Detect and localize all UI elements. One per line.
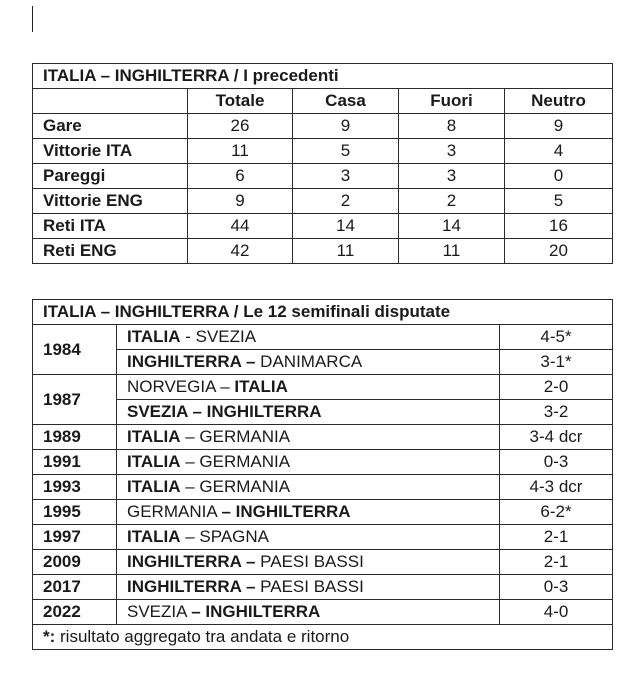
header-empty-cell — [33, 89, 188, 114]
value-cell: 8 — [399, 114, 505, 139]
semifinale-row — [33, 350, 613, 375]
semifinale-row — [33, 450, 613, 475]
precedenti-row — [33, 114, 613, 139]
value-cell: 5 — [293, 139, 399, 164]
team-bold-text: ITALIA — [127, 427, 181, 446]
team-text: - SVEZIA — [180, 327, 257, 346]
value-cell: 44 — [188, 214, 293, 239]
precedenti-title: ITALIA – INGHILTERRA / I precedenti — [33, 64, 613, 89]
year-cell: 1991 — [33, 450, 117, 475]
precedenti-row — [33, 139, 613, 164]
match-cell — [117, 325, 500, 350]
footnote — [33, 625, 613, 650]
match-cell — [117, 425, 500, 450]
value-cell: 0 — [505, 164, 613, 189]
footnote-text: risultato aggregato tra andata e ritorno — [55, 627, 350, 646]
value-cell: 3 — [399, 139, 505, 164]
row-label: Reti ITA — [33, 214, 188, 239]
team-text: GERMANIA — [127, 502, 222, 521]
year-cell: 1993 — [33, 475, 117, 500]
match-cell — [117, 475, 500, 500]
match-cell — [117, 350, 500, 375]
semifinale-row — [33, 575, 613, 600]
year-cell: 1984 — [33, 325, 117, 375]
semifinale-row — [33, 475, 613, 500]
result-cell: 6-2* — [500, 500, 613, 525]
match-cell — [117, 600, 500, 625]
value-cell: 9 — [505, 114, 613, 139]
column-header: Casa — [293, 89, 399, 114]
team-bold-text: – INGHILTERRA — [221, 502, 351, 521]
precedenti-row — [33, 239, 613, 264]
value-cell: 11 — [293, 239, 399, 264]
team-text: – GERMANIA — [180, 477, 291, 496]
value-cell: 6 — [188, 164, 293, 189]
team-text: – SPAGNA — [180, 527, 270, 546]
value-cell: 11 — [399, 239, 505, 264]
semifinale-row — [33, 325, 613, 350]
semifinale-row — [33, 425, 613, 450]
match-cell — [117, 575, 500, 600]
value-cell: 14 — [293, 214, 399, 239]
match-cell — [117, 450, 500, 475]
team-bold-text: ITALIA — [127, 527, 181, 546]
row-label: Gare — [33, 114, 188, 139]
match-cell — [117, 500, 500, 525]
result-cell: 2-1 — [500, 525, 613, 550]
team-text: DANIMARCA — [255, 352, 363, 371]
value-cell: 20 — [505, 239, 613, 264]
result-cell: 3-2 — [500, 400, 613, 425]
column-header: Totale — [188, 89, 293, 114]
match-cell — [117, 525, 500, 550]
column-header: Fuori — [399, 89, 505, 114]
value-cell: 3 — [399, 164, 505, 189]
year-cell: 1987 — [33, 375, 117, 425]
team-text: PAESI BASSI — [255, 577, 364, 596]
year-cell: 1997 — [33, 525, 117, 550]
team-text: PAESI BASSI — [255, 552, 364, 571]
result-cell: 0-3 — [500, 575, 613, 600]
result-cell: 4-3 dcr — [500, 475, 613, 500]
team-bold-text: ITALIA — [127, 477, 181, 496]
year-cell: 2009 — [33, 550, 117, 575]
team-bold-text: ITALIA — [127, 452, 181, 471]
value-cell: 11 — [188, 139, 293, 164]
result-cell: 4-0 — [500, 600, 613, 625]
footnote-row — [33, 625, 613, 650]
team-bold-text: INGHILTERRA – — [127, 552, 256, 571]
team-bold-text: – INGHILTERRA — [191, 602, 321, 621]
value-cell: 4 — [505, 139, 613, 164]
precedenti-row — [33, 214, 613, 239]
result-cell: 3-1* — [500, 350, 613, 375]
team-bold-text: SVEZIA – INGHILTERRA — [127, 402, 322, 421]
match-cell — [117, 400, 500, 425]
precedenti-table — [32, 63, 613, 264]
year-cell: 1989 — [33, 425, 117, 450]
value-cell: 5 — [505, 189, 613, 214]
precedenti-row — [33, 189, 613, 214]
result-cell: 2-1 — [500, 550, 613, 575]
result-cell: 3-4 dcr — [500, 425, 613, 450]
value-cell: 42 — [188, 239, 293, 264]
value-cell: 16 — [505, 214, 613, 239]
row-label: Vittorie ENG — [33, 189, 188, 214]
semifinale-row — [33, 375, 613, 400]
row-label: Reti ENG — [33, 239, 188, 264]
column-header: Neutro — [505, 89, 613, 114]
row-label: Pareggi — [33, 164, 188, 189]
value-cell: 2 — [399, 189, 505, 214]
match-cell — [117, 375, 500, 400]
row-label: Vittorie ITA — [33, 139, 188, 164]
team-bold-text: INGHILTERRA – — [127, 577, 256, 596]
year-cell: 2022 — [33, 600, 117, 625]
result-cell: 2-0 — [500, 375, 613, 400]
team-bold-text: ITALIA — [234, 377, 288, 396]
team-text: – GERMANIA — [180, 427, 291, 446]
value-cell: 9 — [188, 189, 293, 214]
semifinale-row — [33, 525, 613, 550]
value-cell: 2 — [293, 189, 399, 214]
semifinali-title: ITALIA – INGHILTERRA / Le 12 semifinali disputate — [33, 300, 613, 325]
year-cell: 2017 — [33, 575, 117, 600]
semifinale-row — [33, 550, 613, 575]
precedenti-header-row — [33, 89, 613, 114]
team-text: SVEZIA — [127, 602, 192, 621]
year-cell: 1995 — [33, 500, 117, 525]
precedenti-row — [33, 164, 613, 189]
team-bold-text: INGHILTERRA – — [127, 352, 256, 371]
semifinale-row — [33, 600, 613, 625]
match-cell — [117, 550, 500, 575]
semifinale-row — [33, 400, 613, 425]
text-cursor — [32, 6, 33, 32]
value-cell: 9 — [293, 114, 399, 139]
value-cell: 14 — [399, 214, 505, 239]
result-cell: 4-5* — [500, 325, 613, 350]
value-cell: 26 — [188, 114, 293, 139]
semifinali-table — [32, 299, 613, 650]
semifinale-row — [33, 500, 613, 525]
team-text: NORVEGIA – — [127, 377, 235, 396]
result-cell: 0-3 — [500, 450, 613, 475]
footnote-marker: *: — [43, 627, 56, 646]
value-cell: 3 — [293, 164, 399, 189]
team-text: – GERMANIA — [180, 452, 291, 471]
team-bold-text: ITALIA — [127, 327, 181, 346]
